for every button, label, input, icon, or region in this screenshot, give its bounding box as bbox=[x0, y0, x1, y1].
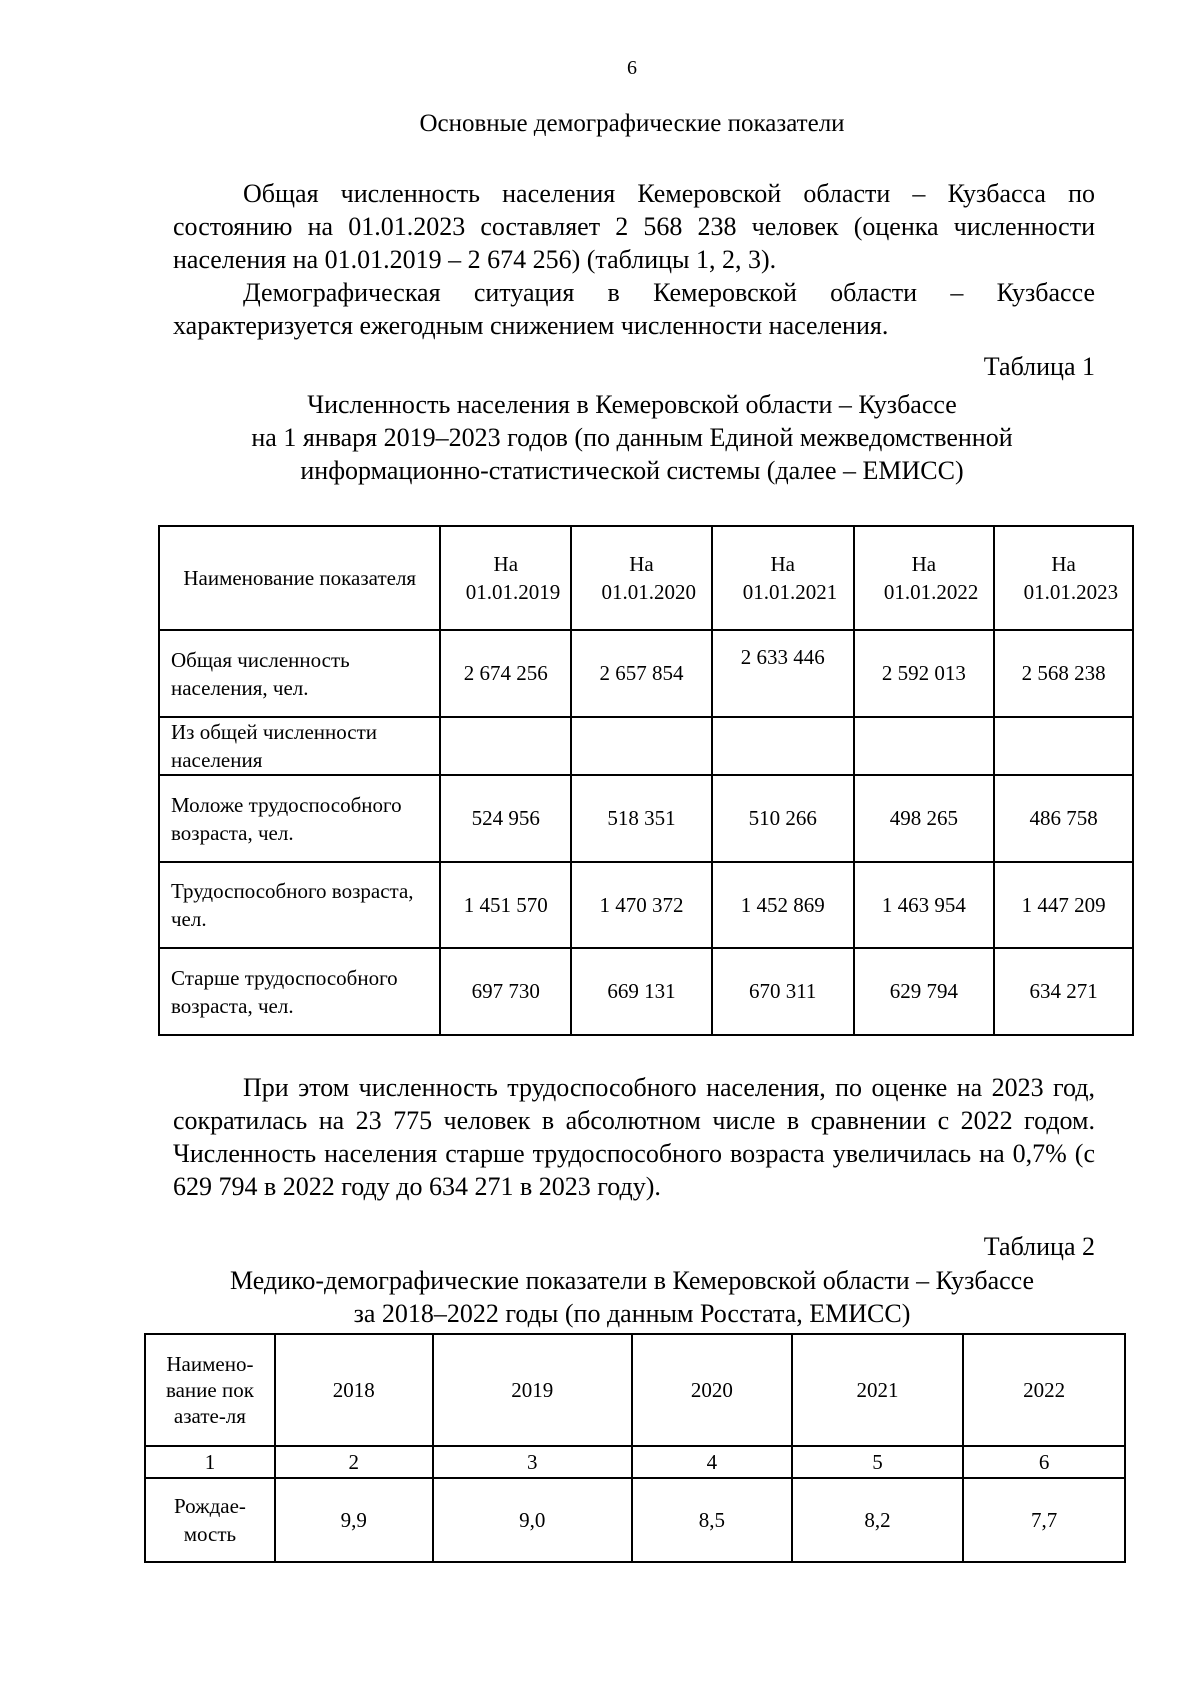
table-cell: 1 470 372 bbox=[571, 862, 712, 948]
header-cell: 2018 bbox=[275, 1334, 433, 1446]
row-label: Старше трудоспособного возраста, чел. bbox=[159, 948, 440, 1035]
table-cell: 524 956 bbox=[440, 775, 571, 862]
table-row bbox=[159, 717, 1133, 775]
table-numbering-row bbox=[145, 1446, 1125, 1478]
table1-caption: Численность населения в Кемеровской области – Кузбассе на 1 января 2019–2023 годов (по данным Единой межведомственной информационно-статистической системы (далее – ЕМИСС) bbox=[251, 390, 1013, 485]
table-cell: 8,5 bbox=[632, 1478, 792, 1562]
header-cell: На 01.01.2019 bbox=[440, 526, 571, 630]
table-cell bbox=[571, 717, 712, 775]
column-number: 3 bbox=[433, 1446, 633, 1478]
table-cell: 697 730 bbox=[440, 948, 571, 1035]
medical-demographic-table bbox=[144, 1333, 1126, 1563]
table-cell: 1 447 209 bbox=[994, 862, 1133, 948]
table-row bbox=[145, 1478, 1125, 1562]
table-row bbox=[159, 630, 1133, 717]
header-cell: На 01.01.2021 bbox=[712, 526, 854, 630]
table-cell: 669 131 bbox=[571, 948, 712, 1035]
paragraph-population-total: Общая численность населения Кемеровской области – Кузбасса по состоянию на 01.01.2023 составляет 2 568 238 человек (оценка численности населения на 01.01.2019 – 2 674 256) (таблицы 1, 2, 3). bbox=[173, 179, 1095, 274]
header-cell: На 01.01.2022 bbox=[854, 526, 995, 630]
table-cell: 670 311 bbox=[712, 948, 854, 1035]
table-cell: 498 265 bbox=[854, 775, 995, 862]
table-cell: 2 633 446 bbox=[712, 630, 854, 717]
table-header-row bbox=[159, 526, 1133, 630]
population-table bbox=[158, 525, 1134, 1036]
table-cell: 2 592 013 bbox=[854, 630, 995, 717]
table-cell bbox=[712, 717, 854, 775]
table-row bbox=[159, 862, 1133, 948]
table-cell: 634 271 bbox=[994, 948, 1133, 1035]
column-number: 2 bbox=[275, 1446, 433, 1478]
table-row bbox=[159, 948, 1133, 1035]
table-cell: 9,0 bbox=[433, 1478, 633, 1562]
table-cell: 1 451 570 bbox=[440, 862, 571, 948]
header-cell: На 01.01.2023 bbox=[994, 526, 1133, 630]
column-number: 1 bbox=[145, 1446, 275, 1478]
table-cell: 629 794 bbox=[854, 948, 995, 1035]
column-number: 5 bbox=[792, 1446, 964, 1478]
table-header-row bbox=[145, 1334, 1125, 1446]
row-label: Рождае-мость bbox=[145, 1478, 275, 1562]
header-cell: На 01.01.2020 bbox=[571, 526, 712, 630]
table-cell: 8,2 bbox=[792, 1478, 964, 1562]
header-cell: 2019 bbox=[433, 1334, 633, 1446]
table-cell bbox=[994, 717, 1133, 775]
table-cell bbox=[440, 717, 571, 775]
section-heading: Основные демографические показатели bbox=[419, 110, 845, 137]
column-number: 4 bbox=[632, 1446, 792, 1478]
table-cell: 9,9 bbox=[275, 1478, 433, 1562]
page-number: 6 bbox=[627, 57, 637, 79]
table1-label: Таблица 1 bbox=[983, 352, 1095, 381]
table-cell bbox=[854, 717, 995, 775]
table-cell: 510 266 bbox=[712, 775, 854, 862]
header-cell: 2021 bbox=[792, 1334, 964, 1446]
paragraph-working-age: При этом численность трудоспособного населения, по оценке на 2023 год, сократилась на 23 775 человек в абсолютном числе в сравнении с 2022 годом. Численность населения старше трудоспособного возраста увеличилась на 0,7% (с 629 794 в 2022 году до 634 271 в 2023 году). bbox=[173, 1073, 1095, 1201]
table-row bbox=[159, 775, 1133, 862]
row-label: Из общей численности населения bbox=[159, 717, 440, 775]
table2-label: Таблица 2 bbox=[983, 1232, 1095, 1261]
table-cell: 2 657 854 bbox=[571, 630, 712, 717]
table-cell: 2 674 256 bbox=[440, 630, 571, 717]
row-label: Трудоспособного возраста, чел. bbox=[159, 862, 440, 948]
table-cell: 1 452 869 bbox=[712, 862, 854, 948]
table-cell: 7,7 bbox=[963, 1478, 1125, 1562]
table-cell: 518 351 bbox=[571, 775, 712, 862]
header-cell: Наименование показателя bbox=[159, 526, 440, 630]
row-label: Общая численность населения, чел. bbox=[159, 630, 440, 717]
header-cell: 2022 bbox=[963, 1334, 1125, 1446]
table-cell: 1 463 954 bbox=[854, 862, 995, 948]
table2-caption: Медико-демографические показатели в Кемеровской области – Кузбассе за 2018–2022 годы (по данным Росстата, ЕМИСС) bbox=[229, 1266, 1035, 1328]
header-cell: Наимено-вание показате-ля bbox=[145, 1334, 275, 1446]
column-number: 6 bbox=[963, 1446, 1125, 1478]
paragraph-demographic-situation: Демографическая ситуация в Кемеровской области – Кузбассе характеризуется ежегодным снижением численности населения. bbox=[173, 278, 1095, 340]
table-cell: 2 568 238 bbox=[994, 630, 1133, 717]
table-cell: 486 758 bbox=[994, 775, 1133, 862]
row-label: Моложе трудоспособного возраста, чел. bbox=[159, 775, 440, 862]
header-cell: 2020 bbox=[632, 1334, 792, 1446]
